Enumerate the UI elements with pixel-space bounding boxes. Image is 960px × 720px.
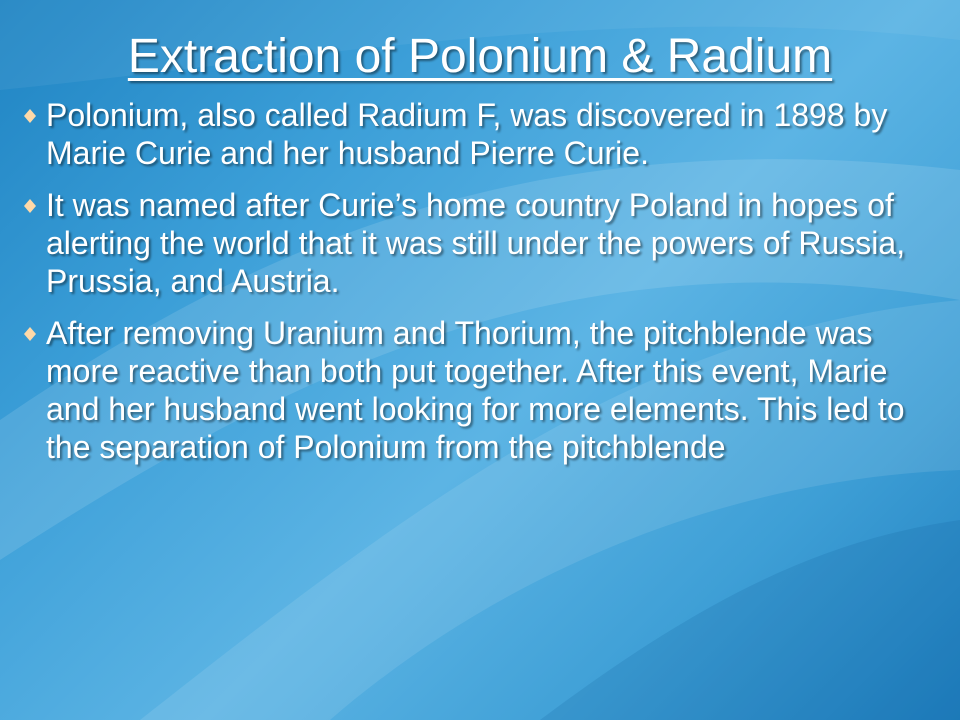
bullet-text: It was named after Curie’s home country Poland in hopes of alerting the world that it was still under the powers of Russia, Prussia, and Austria.	[46, 187, 906, 299]
diamond-bullet-icon	[14, 314, 46, 341]
diamond-bullet-icon	[14, 96, 46, 123]
list-item	[14, 96, 944, 172]
list-item	[14, 186, 944, 300]
bullet-text: Polonium, also called Radium F, was discovered in 1898 by Marie Curie and her husband Pierre Curie.	[46, 97, 888, 171]
bullet-list	[14, 96, 944, 480]
list-item	[14, 314, 944, 466]
bullet-text: After removing Uranium and Thorium, the pitchblende was more reactive than both put together. After this event, Marie and her husband went looking for more elements. This led to the separation of Polonium from the pitchblende	[46, 315, 905, 465]
diamond-bullet-icon	[14, 186, 46, 213]
slide-title: Extraction of Polonium & Radium	[127, 30, 833, 83]
